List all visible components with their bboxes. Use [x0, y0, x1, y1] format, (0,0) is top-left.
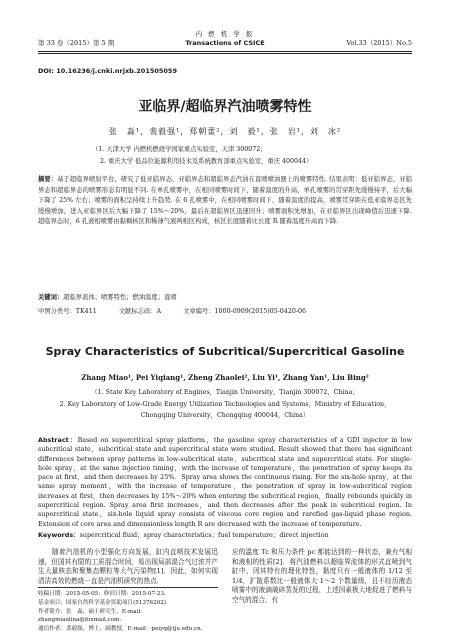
- keywords-en-text: supercritical fluid；spray characteristics；fuel temperature；direct injection: [79, 531, 329, 539]
- keywords-cn-text: 超临界流体；喷雾特性；燃油温度；直喷: [63, 294, 177, 301]
- header-rule: [38, 51, 412, 52]
- authors-cn: 张 淼¹，裴毅强¹，郑朝蕾²，刘 毅¹，张 岩¹，刘 冰²: [108, 127, 342, 136]
- document-code: 文献标志码：A: [118, 308, 162, 315]
- journal-name-en: Transactions of CSICE: [185, 39, 265, 47]
- authors-en: Zhang Miao¹, Pei Yiqiang¹, Zheng Zhaolei², Liu Yi¹, Zhang Yan¹, Liu Bing²: [81, 373, 369, 382]
- keywords-en-label: Keywords：: [38, 531, 80, 539]
- clc-number: 中图分类号：TK411: [38, 308, 97, 315]
- journal-issue-right: Vol.33（2015）No.5: [346, 39, 412, 47]
- abstract-cn-label: 摘要：: [38, 176, 58, 183]
- abstract-cn-text: 基于超临界喷射平台，研究了低亚临界态、亚临界态和超临界态汽油在直喷喷油器上的喷雾特性. 结果表明：低亚临界态、亚临界态和超临界态的喷雾形态有明显不同. 在单孔喷雾中，在相同喷雾时间下，随着温度的升高，单孔喷雾的贯穿距先缓慢持平，后大幅下降了 25% 左右；喷雾的面积呈持续上升趋势. 在 6 孔喷雾中，在相同喷雾时间下，随着温度的提高，喷雾贯穿距在低亚临界态区先缓慢增加，进入亚临界区后大幅下降了 15%～20%，最后在超临界区迅速回升；喷雾面积先增加，在亚临界区出现峰值后迅速下降. 超临界态时，6 孔液相喷雾由黏稠核区和稀薄气液两相区构成，核区长度随着比长度 R 随着温度升高而下降.: [38, 176, 412, 226]
- journal-issue-left: 第 33 卷（2015）第 5 期: [38, 39, 115, 47]
- keywords-cn: [38, 293, 412, 304]
- footnote-funding: 基金项目：国家自然科学基金资助项目(51376202).: [38, 599, 168, 606]
- affiliation-cn-1: （1. 天津大学 内燃机燃烧学国家重点实验室，天津 300072；: [92, 146, 267, 153]
- body-paragraph-right: 应的温度 Tc 和压力条件 pc 都能达到的一种状态，兼有气相和液相的性质[2]．将汽油燃料以超临界流体的形式直喷到气缸中，因其特有的理化特性，黏度只有一般液体的 1/12 至 1/4，扩散系数比一般液体大 1～2 个数量级，且不经历液态喷雾中的液滴破碎蒸发的过程，上述因素极大地促进了燃料与空气的混合，有: [232, 548, 412, 604]
- title-en: Spray Characteristics of Subcritical/Supercritical Gasoline: [45, 345, 405, 358]
- article-number: 文章编号：1000-0909(2015)05-0420-06: [183, 308, 306, 315]
- footnote-correspondence: 通信作者：裴毅强，博士，副教授，E-mail：peiyq@tju.edu.cn.: [38, 626, 203, 633]
- abstract-en-text: Based on supercritical spray platform，the gasoline spray characteristics of a GDI injector in low subcritical state，subcritical state and supercritical state were studied. Result showed that there has significant differences between spray patterns in low-subcritical state，subcritical state and supercritical state. For single-hole spray，at the same injection timing，with the increase of temperature，the penetration of spray keeps its pace at first，and then decreases by 25%．Spray area shows the continuous rising. For the six-hole spray，at the same spray moment，with the increase of temperature，the penetration of spray in low-subcritical region increases at first，then decreases by 15%～20% when entering the subcritical region，finally rebounds quickly in supercritical region. Spray area first increases，and then decreases after the peak in subcritical region. In supercritical state，six-hole liquid spray consists of viscous core region and rarefied gas-liquid phase region. Extension of core area and dimensionless length R are decreased with the increase of temperature.: [38, 436, 413, 528]
- journal-name-cn: 内 燃 机 学 报: [195, 30, 255, 38]
- title-cn: 亚临界/超临界汽油喷雾特性: [138, 99, 312, 115]
- keywords-en: [38, 530, 412, 539]
- footnote-block: [38, 587, 218, 634]
- body-column-right: [232, 548, 412, 630]
- abstract-cn: [38, 175, 412, 228]
- body-column-left: [38, 548, 218, 586]
- classification-line: [38, 306, 412, 315]
- abstract-en-label: Abstract：: [38, 436, 78, 444]
- affiliation-cn-2: 2. 重庆大学 低品位能源利用技术及系统教育部重点实验室，重庆 400044）: [100, 158, 313, 165]
- abstract-en: [38, 436, 412, 529]
- footnote-author: 作者简介：张 淼，硕士研究生，E-mail：zhangmiaolina@foxmail.com.: [38, 608, 146, 624]
- footnote-received: 收稿日期：2015-05-05；修回日期：2015-07-23.: [38, 591, 166, 597]
- header-rule-thin: [38, 53, 412, 54]
- affiliation-en-2: 2. Key Laboratory of Low-Grade Energy Utilization Technologies and Systems，Ministry of Education，: [59, 401, 391, 408]
- keywords-cn-label: 关键词：: [38, 294, 64, 301]
- affiliation-en-3: Chongqing University，Chongqing 400044，China）: [140, 412, 310, 419]
- doi: DOI: 10.16236/j.cnki.nrjxb.201505059: [38, 67, 177, 75]
- body-paragraph-1: 随着汽油机的小型强化方向发展，缸内直喷技术发展迅速，但国其有限的工质混合时间，易出现局部混合气过浓并产生大量核态和聚集态颗粒等大气污染物[1]．因此，如何实现清洁高效的燃烧一直是汽油机研究的热点.: [38, 548, 218, 585]
- affiliation-en-1: （1. State Key Laboratory of Engines，Tianjin University，Tianjin 300072，China；: [91, 389, 359, 396]
